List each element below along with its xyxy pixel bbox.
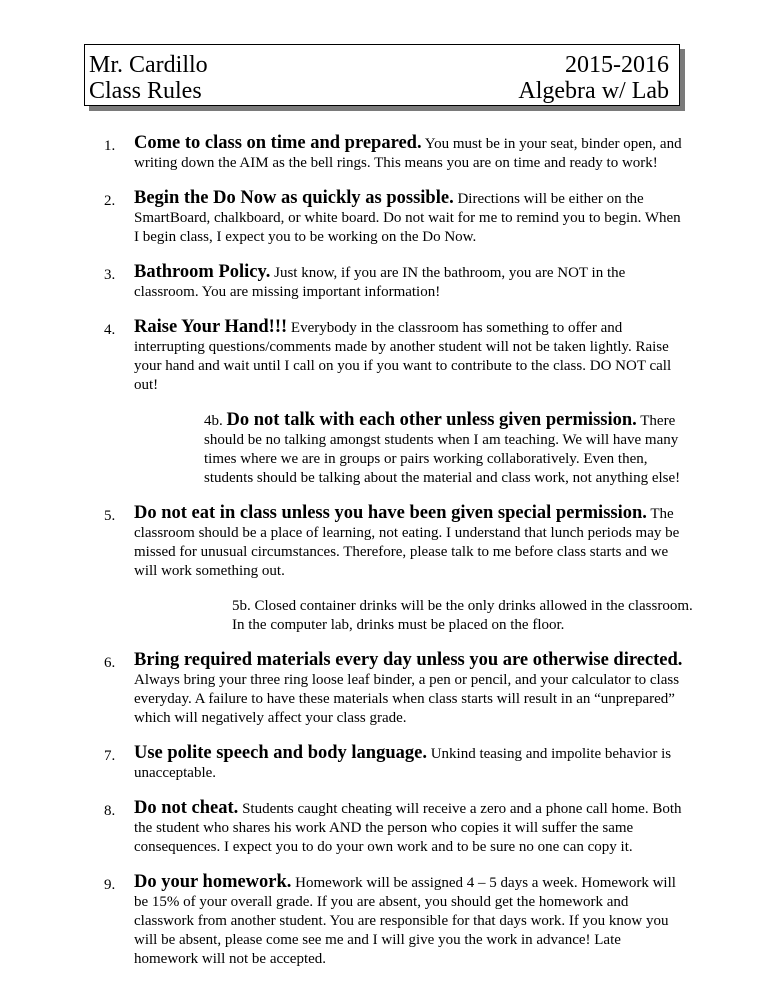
rule-5b bbox=[232, 597, 702, 635]
rule-3 bbox=[104, 263, 684, 302]
rule-1 bbox=[104, 134, 684, 173]
rule-2 bbox=[104, 189, 684, 247]
rule-7 bbox=[104, 744, 684, 783]
rule-body: Homework will be assigned 4 – 5 days a week. Homework will be 15% of your overall grade. If you are absent, you should get the homework and classwork from another student. You are responsible for that days work. If you know you will be absent, please come see me and I will give you the work in advance! Late homework will not be accepted. bbox=[134, 875, 676, 967]
rule-title: Use polite speech and body language. bbox=[134, 743, 427, 763]
rule-title: Come to class on time and prepared. bbox=[134, 133, 422, 153]
document-title: Class Rules bbox=[89, 78, 202, 104]
rule-number: 8. bbox=[104, 803, 116, 819]
rule-body: Always bring your three ring loose leaf binder, a pen or pencil, and your calculator to class everyday. A failure to have these materials when class starts will result in an “unprepared” which will negatively affect your class grade. bbox=[134, 672, 680, 726]
rule-number: 6. bbox=[104, 655, 116, 671]
rule-8 bbox=[104, 799, 684, 857]
sub-rule-title: Do not talk with each other unless given permission. bbox=[226, 410, 637, 430]
rule-number: 2. bbox=[104, 193, 116, 209]
rule-body: Directions will be either on the SmartBoard, chalkboard, or white board. Do not wait for me to remind you to begin. When I begin class, I expect you to be working on the Do Now. bbox=[134, 191, 681, 245]
rule-number: 9. bbox=[104, 877, 116, 893]
sub-rule-body: There should be no talking amongst students when I am teaching. We will have many times where we are in groups or pairs working collaboratively. Even then, students should be talking about the material and class work, not anything else! bbox=[204, 413, 681, 486]
header-box bbox=[84, 44, 680, 106]
rules-list bbox=[104, 133, 693, 985]
rule-5 bbox=[104, 504, 684, 581]
rule-title: Raise Your Hand!!! bbox=[134, 317, 288, 337]
rule-body: Students caught cheating will receive a zero and a phone call home. Both the student who shares his work AND the person who copies it will suffer the same consequences. I expect you to do your own work and to be sure no one can copy it. bbox=[134, 801, 682, 855]
teacher-name: Mr. Cardillo bbox=[89, 52, 208, 78]
rule-title: Do not eat in class unless you have been given special permission. bbox=[134, 503, 647, 523]
rule-6 bbox=[104, 651, 684, 728]
rule-4b bbox=[204, 411, 700, 488]
sub-rule-text: 5b. Closed container drinks will be the only drinks allowed in the classroom. In the computer lab, drinks must be placed on the floor. bbox=[232, 598, 693, 633]
sub-rule-label: 4b. bbox=[204, 413, 227, 429]
header-right bbox=[518, 52, 669, 104]
header-left bbox=[89, 52, 208, 104]
rule-body: Just know, if you are IN the bathroom, you are NOT in the classroom. You are missing important information! bbox=[134, 265, 626, 300]
course-name: Algebra w/ Lab bbox=[518, 78, 669, 104]
rule-number: 1. bbox=[104, 138, 116, 154]
rule-9 bbox=[104, 873, 684, 969]
rule-body: Unkind teasing and impolite behavior is unacceptable. bbox=[134, 746, 672, 781]
rule-title: Do not cheat. bbox=[134, 798, 239, 818]
rule-body: You must be in your seat, binder open, and writing down the AIM as the bell rings. This means you are on time and ready to work! bbox=[134, 136, 682, 171]
rule-title: Bring required materials every day unless you are otherwise directed. bbox=[134, 650, 683, 670]
rule-title: Do your homework. bbox=[134, 872, 292, 892]
rule-number: 3. bbox=[104, 267, 116, 283]
school-year: 2015-2016 bbox=[565, 52, 669, 78]
rule-body: The classroom should be a place of learning, not eating. I understand that lunch periods may be missed for unusual circumstances. Therefore, please talk to me before class starts and we will work something out. bbox=[134, 506, 680, 579]
rule-4 bbox=[104, 318, 684, 395]
rule-number: 4. bbox=[104, 322, 116, 338]
rule-number: 7. bbox=[104, 748, 116, 764]
rule-title: Begin the Do Now as quickly as possible. bbox=[134, 188, 454, 208]
rule-body: Everybody in the classroom has something to offer and interrupting questions/comments made by another student will not be taken lightly. Raise your hand and wait until I call on you if you want to contribute to the class. DO NOT call out! bbox=[134, 320, 672, 393]
rule-title: Bathroom Policy. bbox=[134, 262, 271, 282]
rule-number: 5. bbox=[104, 508, 116, 524]
